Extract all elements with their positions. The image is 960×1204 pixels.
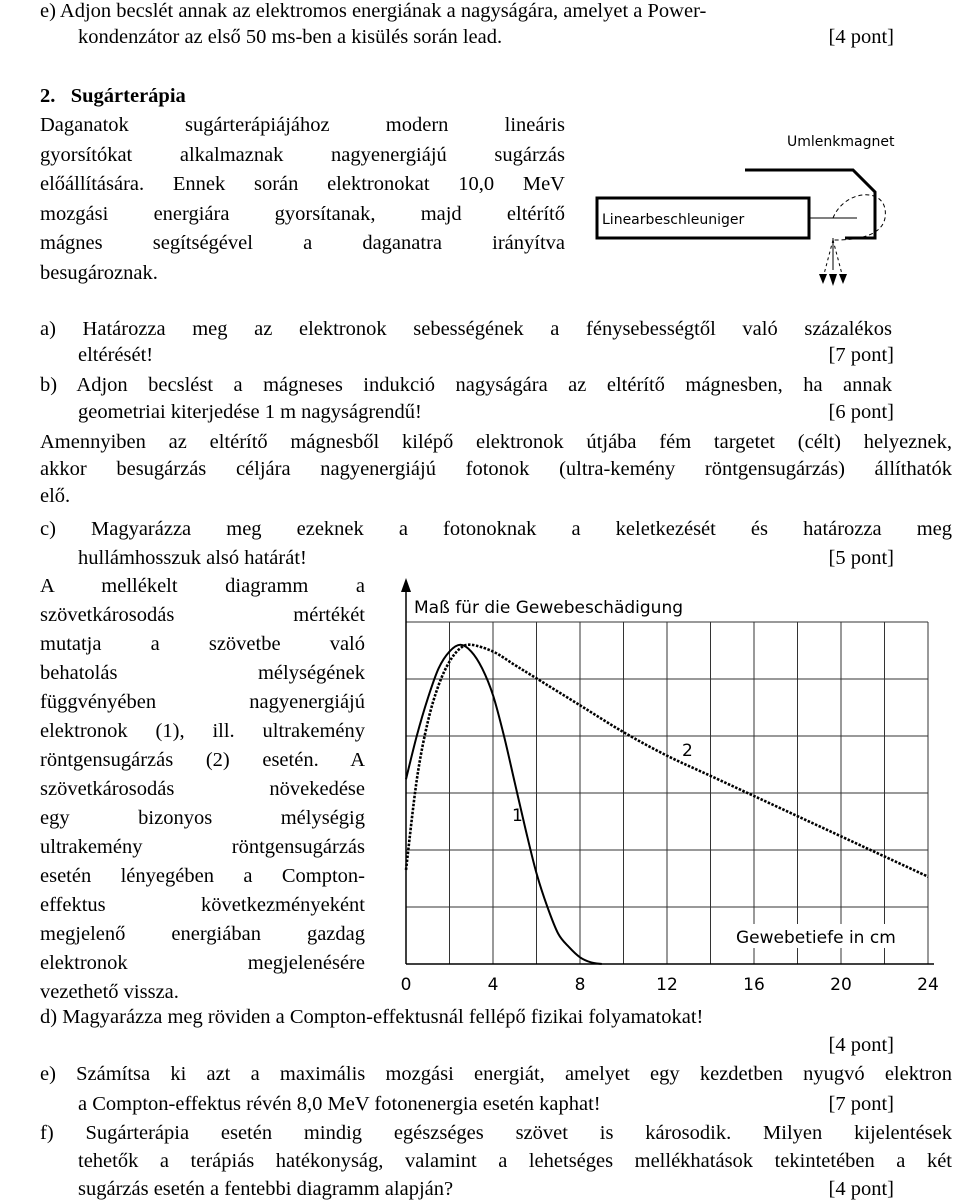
intro-line: besugároznak.	[40, 261, 158, 284]
question-c-line2: hullámhosszuk alsó határát!	[78, 547, 307, 569]
section-title: Sugárterápia	[70, 85, 186, 107]
side-line: megjelenő energiában gazdag	[40, 923, 365, 945]
y-axis-arrow	[401, 578, 411, 592]
diagram-description	[40, 572, 365, 1007]
question-e-points: [7 pont]	[828, 1093, 894, 1115]
prev-item-e-points: [4 pont]	[828, 26, 894, 48]
magnet-label: Umlenkmagnet	[787, 134, 895, 150]
paragraph-line: elő.	[40, 485, 71, 507]
beam-arrowheads	[819, 274, 847, 286]
question-f-line2: tehetők a terápiás hatékonyság, valamint a lehetséges mellékhatások tekintetében a két	[78, 1150, 952, 1172]
x-axis-label: Gewebetiefe in cm	[736, 928, 896, 948]
chart-title: Maß für die Gewebeschädigung	[414, 598, 684, 618]
side-line: szövetkárosodás mértékét	[40, 604, 365, 626]
side-line: elektronok (1), ill. ultrakemény	[40, 720, 365, 742]
beam-loop	[833, 195, 885, 240]
question-a-points: [7 pont]	[828, 344, 894, 366]
series-label-2: 2	[682, 741, 693, 761]
linac-figure	[595, 128, 910, 290]
question-d-points: [4 pont]	[828, 1034, 894, 1056]
tissue-damage-chart	[380, 572, 950, 1002]
intro-line: Daganatok sugárterápiájához modern lineáris	[40, 114, 565, 136]
x-tick-label: 24	[917, 975, 939, 995]
question-f-line3: sugárzás esetén a fentebbi diagramm alapján?	[78, 1178, 454, 1200]
prev-item-e-line1: e) Adjon becslét annak az elektromos energiának a nagyságára, amelyet a Power-	[40, 0, 707, 22]
side-line: esetén lényegében a Compton-	[40, 865, 365, 887]
x-tick-label: 16	[743, 975, 765, 995]
paragraph-line: Amennyiben az eltérítő mágnesből kilépő elektronok útjába fém targetet (célt) helyeznek,	[40, 431, 952, 453]
x-tick-label: 4	[487, 975, 499, 995]
linac-label: Linearbeschleuniger	[602, 212, 745, 228]
question-d-line1: d) Magyarázza meg röviden a Compton-effektusnál fellépő fizikai folyamatokat!	[40, 1006, 704, 1028]
section-intro	[40, 111, 565, 288]
section-heading	[40, 83, 186, 109]
question-f-points: [4 pont]	[828, 1178, 894, 1200]
side-line: függvényében nagyenergiájú	[40, 691, 365, 713]
x-tick-label: 8	[574, 975, 586, 995]
question-e-line1: e) Számítsa ki azt a maximális mozgási energiát, amelyet egy kezdetben nyugvó elektron	[40, 1063, 952, 1085]
prev-item-e-line2: kondenzátor az első 50 ms-ben a kisülés során lead.	[78, 26, 503, 48]
x-tick-label: 12	[656, 975, 678, 995]
x-tick-label: 20	[830, 975, 852, 995]
intro-line: gyorsítókat alkalmaznak nagyenergiájú sugárzás	[40, 143, 565, 166]
side-line: ultrakemény röntgensugárzás	[40, 836, 365, 858]
series-label-1: 1	[512, 806, 523, 826]
question-a-line2: eltérését!	[78, 344, 154, 366]
side-line: vezethető vissza.	[40, 981, 179, 1003]
side-line: mutatja a szövetbe való	[40, 633, 365, 655]
question-b-line1: b) Adjon becslést a mágneses indukció nagyságára az eltérítő mágnesben, ha annak	[40, 374, 892, 396]
beam-fan-left	[823, 240, 833, 278]
beam-fan-right	[833, 240, 843, 278]
x-tick-label: 0	[400, 975, 412, 995]
series-line-1	[406, 645, 602, 964]
section-number: 2.	[40, 85, 56, 107]
question-c-points: [5 pont]	[828, 547, 894, 569]
question-e-line2: a Compton-effektus révén 8,0 MeV fotonenergia esetén kaphat!	[78, 1093, 601, 1115]
intro-line: mágnes segítségével a daganatra irányítva	[40, 232, 565, 254]
question-c-line1: c) Magyarázza meg ezeknek a fotonoknak a keletkezését és határozza meg	[40, 518, 952, 540]
intro-line: mozgási energiára gyorsítanak, majd eltérítő	[40, 202, 565, 225]
intro-line: előállítására. Ennek során elektronokat 10,0 MeV	[40, 173, 565, 195]
side-line: röntgensugárzás (2) esetén. A	[40, 749, 365, 771]
chart-ticks	[401, 975, 939, 995]
paragraph-target	[40, 429, 952, 510]
side-line: szövetkárosodás növekedése	[40, 778, 365, 800]
side-line: A mellékelt diagramm a	[40, 575, 365, 597]
side-line: elektronok megjelenésére	[40, 952, 365, 974]
question-a-line1: a) Határozza meg az elektronok sebességének a fénysebességtől való százalékos	[40, 318, 892, 340]
paragraph-line: akkor besugárzás céljára nagyenergiájú fotonok (ultra-kemény röntgensugárzás) állíthatók	[40, 458, 952, 480]
side-line: egy bizonyos mélységig	[40, 807, 365, 829]
question-b-line2: geometriai kiterjedése 1 m nagyságrendű!	[78, 401, 422, 423]
question-b-points: [6 pont]	[828, 401, 894, 423]
side-line: behatolás mélységének	[40, 662, 365, 684]
side-line: effektus következményeként	[40, 894, 365, 916]
question-f-line1: f) Sugárterápia esetén mindig egészséges szövet is károsodik. Milyen kijelentések	[40, 1122, 952, 1144]
